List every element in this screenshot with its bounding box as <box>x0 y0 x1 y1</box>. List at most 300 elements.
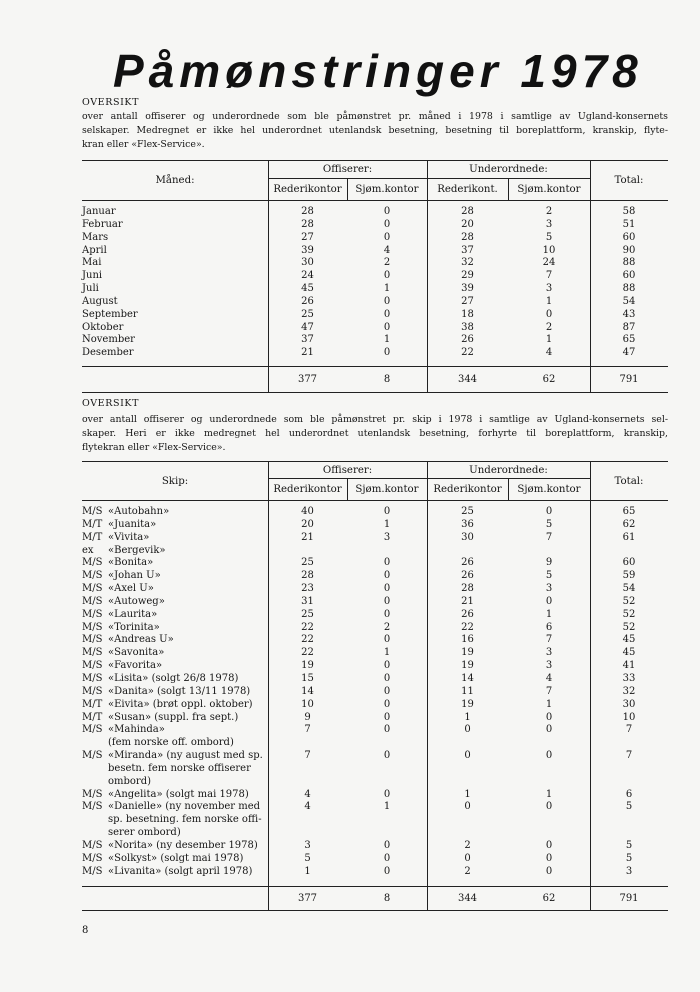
ship-name <box>108 660 268 673</box>
total-value: 61 <box>622 531 636 543</box>
subordinates-rederikontor-value: 21 <box>461 595 474 607</box>
officers-sjomkontor-value: 0 <box>383 685 391 697</box>
month-label: Februar <box>82 218 123 230</box>
subordinates-sjomkontor-value: 4 <box>545 347 553 359</box>
section-heading-month: OVERSIKT <box>82 97 140 108</box>
subordinates-sjomkontor-value: 0 <box>545 750 553 762</box>
subordinates-sjomkontor-value: 6 <box>545 621 553 633</box>
total-subordinates-rederikontor: 344 <box>457 374 478 385</box>
ship-name-line: «Johan U» <box>108 570 161 582</box>
table-body <box>82 206 668 360</box>
total-subordinates-rederikontor: 344 <box>457 893 478 904</box>
ship-type-prefix: M/T <box>82 518 103 530</box>
officers-sjomkontor-value: 0 <box>383 557 391 569</box>
officers-rederikontor-value: 5 <box>304 852 311 864</box>
officers-sjomkontor-value: 0 <box>383 711 391 723</box>
total-value: 60 <box>622 557 636 569</box>
ship-name <box>108 596 268 609</box>
ship-table <box>82 461 668 911</box>
paragraph-line: flytekran eller «Flex-Service». <box>82 442 226 453</box>
officers-sjomkontor-value: 0 <box>383 270 391 282</box>
officers-rederikontor-value: 22 <box>301 634 314 646</box>
table-row <box>82 245 668 258</box>
section-heading-ship: OVERSIKT <box>82 398 140 409</box>
subordinates-sjomkontor-value: 0 <box>545 711 553 723</box>
subordinates-rederikontor-value: 37 <box>461 244 474 256</box>
officers-sjomkontor-value: 2 <box>383 621 391 633</box>
table-row <box>82 296 668 309</box>
officers-rederikontor-value: 19 <box>301 660 314 672</box>
row-label-cell <box>82 853 268 866</box>
ship-name-line: «Solkyst» (solgt mai 1978) <box>108 852 244 864</box>
ship-name <box>108 557 268 570</box>
row-label-cell <box>82 570 268 583</box>
subordinates-sjomkontor-value: 3 <box>545 647 553 659</box>
total-officers-sjomkontor: 8 <box>383 893 391 904</box>
month-label: Juli <box>82 283 99 295</box>
ship-type-prefix: M/S <box>82 865 103 877</box>
officers-rederikontor-value: 1 <box>304 865 311 877</box>
subordinates-rederikontor-value: 28 <box>461 231 474 243</box>
subheader-officers-rederikontor: Rederikontor <box>273 483 342 495</box>
intro-paragraph-month <box>82 110 668 152</box>
subordinates-sjomkontor-value: 1 <box>545 295 553 307</box>
subordinates-sjomkontor-value: 1 <box>545 788 553 800</box>
ship-name-line: ombord) <box>108 775 152 787</box>
subordinates-rederikontor-value: 27 <box>461 295 474 307</box>
ship-type-prefix: ex <box>82 544 94 556</box>
ship-type-prefix: M/S <box>82 621 103 633</box>
row-label-cell <box>82 647 268 660</box>
officers-sjomkontor-value: 2 <box>383 257 391 269</box>
total-officers-sjomkontor: 8 <box>383 374 391 385</box>
ship-type-prefix: M/S <box>82 788 103 800</box>
row-label-cell <box>82 789 268 802</box>
total-value: 54 <box>622 295 636 307</box>
total-value: 32 <box>622 685 636 697</box>
subordinates-sjomkontor-value: 0 <box>545 852 553 864</box>
officers-rederikontor-value: 31 <box>301 595 314 607</box>
row-label-cell <box>82 622 268 635</box>
officers-rederikontor-value: 20 <box>301 518 314 530</box>
table-row <box>82 219 668 232</box>
ship-type-prefix: M/S <box>82 750 103 762</box>
officers-sjomkontor-value: 4 <box>383 244 391 256</box>
ship-type-prefix: M/T <box>82 698 103 710</box>
total-value: 6 <box>625 788 633 800</box>
total-value: 88 <box>622 283 636 295</box>
ship-name-line: «Angelita» (solgt mai 1978) <box>108 788 249 800</box>
total-officers-rederikontor: 377 <box>297 374 318 385</box>
subordinates-rederikontor-value: 1 <box>464 788 471 800</box>
total-officers-rederikontor: 377 <box>297 893 318 904</box>
paragraph-line: over antall offiserer og underordnede som ble påmønstret pr. skip i 1978 i samtlige av Ugland-konsernets sel- <box>82 414 668 425</box>
ship-name-line: «Norita» (ny desember 1978) <box>108 839 258 851</box>
officers-rederikontor-value: 47 <box>301 321 314 333</box>
ship-type-prefix: M/S <box>82 608 103 620</box>
subordinates-sjomkontor-value: 3 <box>545 660 553 672</box>
total-value: 88 <box>622 257 636 269</box>
subordinates-sjomkontor-value: 9 <box>545 557 553 569</box>
subordinates-rederikontor-value: 2 <box>464 839 471 851</box>
total-value: 5 <box>625 801 633 813</box>
ship-name <box>108 622 268 635</box>
header-bottom-rule <box>82 200 668 201</box>
table-row <box>82 309 668 322</box>
row-label-cell <box>82 686 268 699</box>
monthly-table <box>82 160 668 393</box>
row-label-cell <box>82 245 268 258</box>
subordinates-rederikontor-value: 18 <box>461 308 474 320</box>
ship-name-line: «Lisita» (solgt 26/8 1978) <box>108 672 239 684</box>
table-row <box>82 206 668 219</box>
month-label: Mars <box>82 231 109 243</box>
row-label-cell <box>82 257 268 270</box>
table-row <box>82 866 668 879</box>
row-label-cell <box>82 309 268 322</box>
row-label-cell <box>82 609 268 622</box>
officers-sjomkontor-value: 0 <box>383 218 391 230</box>
table-row <box>82 622 668 635</box>
officers-sjomkontor-value: 1 <box>383 647 391 659</box>
ship-type-prefix: M/T <box>82 711 103 723</box>
total-value: 10 <box>622 711 636 723</box>
officers-rederikontor-value: 25 <box>301 308 314 320</box>
total-value: 3 <box>625 865 633 877</box>
officers-sjomkontor-value: 0 <box>383 788 391 800</box>
officers-sjomkontor-value: 0 <box>383 724 391 736</box>
table-row <box>82 545 668 558</box>
ship-type-prefix: M/S <box>82 647 103 659</box>
subordinates-sjomkontor-value: 3 <box>545 283 553 295</box>
subordinates-rederikontor-value: 22 <box>461 347 474 359</box>
subordinates-rederikontor-value: 39 <box>461 283 474 295</box>
table-row <box>82 270 668 283</box>
paragraph-line: skaper. Heri er ikke medregnet hel underordnet utenlandsk besetning, forhyrte til boreplattform, kranskip, <box>82 428 668 439</box>
table-row <box>82 660 668 673</box>
subordinates-rederikontor-value: 28 <box>461 583 474 595</box>
row-label-cell <box>82 334 268 347</box>
total-value: 47 <box>622 347 636 359</box>
officers-sjomkontor-value: 0 <box>383 698 391 710</box>
total-value: 60 <box>622 270 636 282</box>
subordinates-rederikontor-value: 1 <box>464 711 471 723</box>
group-header-subordinates: Underordnede: <box>469 164 548 175</box>
ship-type-prefix: M/S <box>82 583 103 595</box>
group-header-officers: Offiserer: <box>322 464 373 476</box>
total-value: 7 <box>625 724 633 736</box>
officers-sjomkontor-value: 1 <box>383 518 391 530</box>
ship-name <box>108 853 268 866</box>
subordinates-sjomkontor-value: 10 <box>542 244 556 256</box>
subordinates-sjomkontor-value: 1 <box>545 698 553 710</box>
ship-type-prefix: M/S <box>82 595 103 607</box>
total-value: 5 <box>625 852 633 864</box>
column-header-total: Total: <box>614 475 644 487</box>
subordinates-sjomkontor-value: 7 <box>545 634 553 646</box>
subordinates-sjomkontor-value: 0 <box>545 308 553 320</box>
officers-rederikontor-value: 3 <box>304 839 311 851</box>
month-label: Oktober <box>82 321 124 333</box>
table-row <box>82 724 668 750</box>
table-row <box>82 647 668 660</box>
row-label-cell <box>82 532 268 545</box>
subordinates-sjomkontor-value: 7 <box>545 685 553 697</box>
subordinates-rederikontor-value: 11 <box>461 685 474 697</box>
table-body <box>82 506 668 878</box>
officers-sjomkontor-value: 0 <box>383 865 391 877</box>
subordinates-rederikontor-value: 19 <box>461 698 474 710</box>
subordinates-rederikontor-value: 26 <box>461 557 474 569</box>
row-label-cell <box>82 219 268 232</box>
ship-name-line: «Torinita» <box>108 621 160 633</box>
table-row <box>82 532 668 545</box>
ship-name <box>108 866 268 879</box>
ship-name-line: «Laurita» <box>108 608 158 620</box>
grand-total: 791 <box>619 893 639 904</box>
ship-name-line: besetn. fem norske offiserer <box>108 762 251 774</box>
subordinates-rederikontor-value: 26 <box>461 570 474 582</box>
ship-name-line: sp. besetning. fem norske offi- <box>108 814 262 826</box>
ship-name <box>108 699 268 712</box>
ship-name-line: «Juanita» <box>108 518 157 530</box>
paragraph-line: over antall offiserer og underordnede som ble påmønstret pr. måned i 1978 i samtlige av Ugland-konsernets <box>82 111 668 122</box>
ship-type-prefix: M/S <box>82 672 103 684</box>
page-title: Påmønstringer 1978 <box>113 45 643 97</box>
subordinates-rederikontor-value: 0 <box>464 852 471 864</box>
subordinates-rederikontor-value: 29 <box>461 270 474 282</box>
ship-name-line: «Eivita» (brøt oppl. oktober) <box>108 698 253 710</box>
table-row <box>82 750 668 789</box>
subordinates-sjomkontor-value: 5 <box>545 518 553 530</box>
officers-rederikontor-value: 45 <box>301 283 314 295</box>
ship-type-prefix: M/S <box>82 557 103 569</box>
total-value: 41 <box>622 660 636 672</box>
officers-sjomkontor-value: 1 <box>383 283 391 295</box>
officers-rederikontor-value: 28 <box>301 218 314 230</box>
total-value: 43 <box>622 308 636 320</box>
officers-sjomkontor-value: 3 <box>383 531 391 543</box>
ship-name-line: «Miranda» (ny august med sp. <box>108 750 263 762</box>
ship-type-prefix: M/T <box>82 531 103 543</box>
total-value: 5 <box>625 839 633 851</box>
ship-name <box>108 840 268 853</box>
subordinates-rederikontor-value: 14 <box>461 672 474 684</box>
total-value: 33 <box>622 672 636 684</box>
month-label: Desember <box>82 347 134 359</box>
table-row <box>82 853 668 866</box>
table-row <box>82 673 668 686</box>
officers-sjomkontor-value: 0 <box>383 583 391 595</box>
subordinates-rederikontor-value: 20 <box>461 218 474 230</box>
subordinates-rederikontor-value: 19 <box>461 647 474 659</box>
ship-name-line: «Mahinda» <box>108 724 165 736</box>
subordinates-sjomkontor-value: 5 <box>545 231 553 243</box>
subheader-subordinates-rederikontor: Rederikontor <box>433 483 502 495</box>
officers-rederikontor-value: 23 <box>301 583 314 595</box>
subordinates-rederikontor-value: 30 <box>461 531 474 543</box>
month-label: April <box>82 244 107 256</box>
subordinates-rederikontor-value: 26 <box>461 334 474 346</box>
row-label-cell <box>82 347 268 360</box>
group-header-officers: Offiserer: <box>322 164 373 175</box>
ship-type-prefix: M/S <box>82 685 103 697</box>
table-row <box>82 596 668 609</box>
subordinates-rederikontor-value: 19 <box>461 660 474 672</box>
officers-rederikontor-value: 10 <box>301 698 314 710</box>
subheader-subordinates-sjomkontor: Sjøm.kontor <box>517 483 581 495</box>
subordinates-sjomkontor-value: 4 <box>545 672 553 684</box>
officers-rederikontor-value: 30 <box>301 257 314 269</box>
subordinates-sjomkontor-value: 1 <box>545 608 553 620</box>
total-value: 7 <box>625 750 633 762</box>
table-row <box>82 334 668 347</box>
month-label: September <box>82 308 138 320</box>
column-header-ship: Skip: <box>161 475 189 487</box>
total-value: 62 <box>622 518 636 530</box>
officers-sjomkontor-value: 0 <box>383 634 391 646</box>
total-value: 51 <box>622 218 636 230</box>
ship-name-line: «Savonita» <box>108 647 165 659</box>
total-value: 52 <box>622 608 636 620</box>
officers-rederikontor-value: 27 <box>301 231 314 243</box>
subheader-officers-sjomkontor: Sjøm.kontor <box>355 483 419 495</box>
officers-rederikontor-value: 28 <box>301 206 314 217</box>
officers-sjomkontor-value: 0 <box>383 231 391 243</box>
table-row <box>82 557 668 570</box>
ship-name <box>108 519 268 532</box>
ship-name-line: «Bergevik» <box>108 544 166 556</box>
table-row <box>82 570 668 583</box>
subordinates-rederikontor-value: 0 <box>464 801 471 813</box>
page-number: 8 <box>82 925 89 936</box>
subordinates-rederikontor-value: 25 <box>461 506 474 517</box>
officers-rederikontor-value: 7 <box>304 750 311 762</box>
total-value: 52 <box>622 595 636 607</box>
table-row <box>82 283 668 296</box>
subordinates-rederikontor-value: 28 <box>461 206 474 217</box>
officers-sjomkontor-value: 1 <box>383 334 391 346</box>
row-label-cell <box>82 724 268 750</box>
subordinates-rederikontor-value: 2 <box>464 865 471 877</box>
ship-name <box>108 545 268 558</box>
total-value: 45 <box>622 634 636 646</box>
totals-row <box>82 367 668 392</box>
officers-rederikontor-value: 39 <box>301 244 314 256</box>
table-row <box>82 583 668 596</box>
total-value: 87 <box>622 321 636 333</box>
column-header-month: Måned: <box>155 175 195 186</box>
total-value: 90 <box>622 244 636 256</box>
month-label: Januar <box>82 206 116 217</box>
subordinates-sjomkontor-value: 24 <box>542 257 556 269</box>
table-row <box>82 789 668 802</box>
officers-sjomkontor-value: 0 <box>383 506 391 517</box>
subordinates-sjomkontor-value: 0 <box>545 724 553 736</box>
officers-rederikontor-value: 25 <box>301 557 314 569</box>
month-label: August <box>82 295 118 307</box>
subheader-officers-sjomkontor: Sjøm.kontor <box>355 183 419 195</box>
officers-rederikontor-value: 9 <box>304 711 311 723</box>
row-label-cell <box>82 557 268 570</box>
row-label-cell <box>82 270 268 283</box>
row-label-cell <box>82 840 268 853</box>
ship-type-prefix: M/S <box>82 570 103 582</box>
row-label-cell <box>82 232 268 245</box>
officers-sjomkontor-value: 0 <box>383 570 391 582</box>
subordinates-sjomkontor-value: 0 <box>545 839 553 851</box>
table-row <box>82 232 668 245</box>
grand-total: 791 <box>619 374 639 385</box>
ship-name-line: «Susan» (suppl. fra sept.) <box>108 711 239 723</box>
ship-type-prefix: M/S <box>82 724 103 736</box>
ship-name-line: «Vivita» <box>108 531 150 543</box>
ship-name <box>108 532 268 545</box>
row-label-cell <box>82 596 268 609</box>
row-label-cell <box>82 750 268 789</box>
officers-rederikontor-value: 4 <box>304 788 311 800</box>
ship-name <box>108 686 268 699</box>
row-label-cell <box>82 712 268 725</box>
total-value: 65 <box>622 506 636 517</box>
table-row <box>82 322 668 335</box>
total-value: 52 <box>622 621 636 633</box>
total-value: 30 <box>622 698 636 710</box>
table-row <box>82 840 668 853</box>
officers-rederikontor-value: 22 <box>301 647 314 659</box>
row-label-cell <box>82 634 268 647</box>
ship-name <box>108 724 268 750</box>
ship-name <box>108 609 268 622</box>
ship-type-prefix: M/S <box>82 506 103 517</box>
ship-name-line: (fem norske off. ombord) <box>108 737 234 749</box>
table-row <box>82 712 668 725</box>
officers-rederikontor-value: 25 <box>301 608 314 620</box>
ship-type-prefix: M/S <box>82 852 103 864</box>
officers-rederikontor-value: 15 <box>301 672 314 684</box>
officers-rederikontor-value: 4 <box>304 801 311 813</box>
subordinates-sjomkontor-value: 5 <box>545 570 553 582</box>
month-label: November <box>82 334 135 346</box>
officers-rederikontor-value: 24 <box>301 270 314 282</box>
officers-sjomkontor-value: 0 <box>383 839 391 851</box>
table-row <box>82 347 668 360</box>
officers-sjomkontor-value: 0 <box>383 295 391 307</box>
total-value: 60 <box>622 231 636 243</box>
table-row <box>82 686 668 699</box>
total-value: 54 <box>622 583 636 595</box>
subordinates-sjomkontor-value: 7 <box>545 531 553 543</box>
table-row <box>82 609 668 622</box>
row-label-cell <box>82 322 268 335</box>
subordinates-rederikontor-value: 36 <box>461 518 474 530</box>
ship-name-line: «Autoweg» <box>108 595 165 607</box>
subordinates-sjomkontor-value: 1 <box>545 334 553 346</box>
group-header-subordinates: Underordnede: <box>469 464 548 476</box>
officers-sjomkontor-value: 0 <box>383 308 391 320</box>
subordinates-sjomkontor-value: 3 <box>545 583 553 595</box>
subordinates-rederikontor-value: 22 <box>461 621 474 633</box>
total-value: 45 <box>622 647 636 659</box>
header-bottom-rule <box>82 500 668 501</box>
total-value: 59 <box>622 570 636 582</box>
ship-name <box>108 801 268 840</box>
officers-rederikontor-value: 40 <box>301 506 314 517</box>
officers-sjomkontor-value: 0 <box>383 750 391 762</box>
table-row <box>82 506 668 519</box>
subordinates-sjomkontor-value: 0 <box>545 506 553 517</box>
officers-rederikontor-value: 22 <box>301 621 314 633</box>
